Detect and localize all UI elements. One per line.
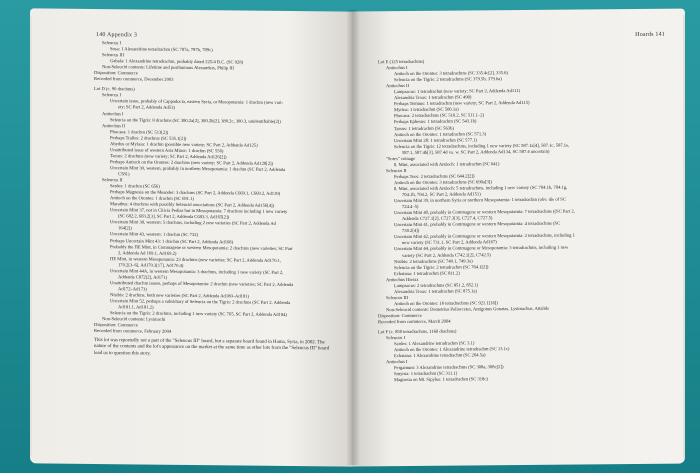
book-gutter (346, 10, 360, 465)
text-line: ß. Mint, associated with Antioch: 5 tetradrachms, including 1 new variety (SC 704.1b, 704.1g, (394, 184, 568, 192)
right-page (352, 9, 685, 467)
text-line: Uncertain Mint 41, probably in Commagene or western Mesopotamia: 4 tetradrachms (SC (394, 220, 561, 228)
text-line: Seleucus I (102, 92, 122, 98)
text-line: Alexandria Troas: 1 tetradrachm (SC 490) (394, 94, 472, 101)
text-line: Alexandria Troas: 1 tetradrachm (SC 875.1a) (394, 288, 477, 294)
text-line: Antioch on the Orontes: 1 drachm (SC 691.1) (110, 195, 194, 202)
text-line: Non-Seleucid contents: Lysimachi (102, 316, 166, 322)
text-line: (SC 682.2, 683.2[3], SC Part 2, Addenda C683.3, Ad165[2]) (118, 213, 230, 220)
right-page-text (378, 57, 654, 384)
text-line: Recorded from commerce, March 2004 (378, 318, 451, 325)
text-line: Antioch on the Orontes: 16 tetradrachms (SC 921.1[16]) (394, 300, 498, 306)
text-line: Tarsus: 2 drachms (new variety; SC Part 2, Addenda Ad126[2]) (110, 152, 227, 160)
text-line: Antiochus Hierax (386, 276, 419, 282)
text-line: Seleucus III (386, 294, 409, 300)
text-line: Uncertain Mint 44, probably in Commagene or Mesopotamia: 3 tetradrachms, including 1 new (394, 245, 569, 252)
text-line: Nisibis: 2 tetradrachms (SC 749.1, 749.3a) (394, 257, 473, 264)
text-line: Magnesia on Mt. Sipylus: 1 tetradrachm (SC 318c) (394, 376, 488, 383)
text-line: Perhaps Magnesia on the Meander: 3 drachms (SC Part 2, Addenda C669.1, C669.2, Ad139) (110, 189, 281, 197)
text-line: Seleucia on the Tigris: 8 drachms (SC 380.2a[2], 380.2b[2], 380.2c, 380.3, unidentifiable[2]) (110, 116, 281, 124)
text-line: Abydus or Mylasa: 1 drachm (possible new variety; SC Part 2, Addenda Ad125) (110, 140, 258, 148)
text-line: Non-Seleucid contents: Lifetime and posthumous Alexanders, Philip III (102, 64, 234, 71)
text-line: Antiochus I (386, 65, 408, 71)
text-line: C581) (118, 171, 130, 177)
text-line: Tarsus: 1 tetradrachm (SC 563b) (394, 125, 454, 131)
text-line: 704.1h, 704.2, SC Part 2, Addenda Ad151) (402, 191, 481, 198)
text-line: Gabala: 1 Alexandrine tetradrachm, probably dated 225/4 B.C. (SC 928) (110, 58, 244, 65)
text-line: Perhaps Antioch on the Orontes: 2 drachms (new variety; SC Part 2, Addenda Ad128[2]) (110, 159, 274, 166)
text-line: Perhaps Temnus: 1 tetradrachm (new variety; SC Part 2, Addenda Ad115) (394, 100, 530, 107)
text-line: Antiochus I (102, 110, 124, 116)
open-book (30, 10, 685, 465)
text-line: Probably the ΠΕ Mint, in Commagene or western Mesopotamia: 2 drachms (new varieties; SC Part (110, 243, 293, 251)
text-line: ety; SC Part 2, Addenda Ad53) (118, 104, 175, 111)
text-line: Phocaea: 1 drachm (SC 513[2]) (110, 128, 169, 135)
text-line: ß. Mint, associated with Antioch: 1 tetradrachm (SC 641) (394, 160, 500, 167)
text-line: Uncertain Mint 43, western: 1 drachm (SC 732) (110, 231, 199, 238)
text-line: Disposition: Commerce (94, 70, 138, 76)
text-line: Susa: 1 Alexandrine tetradrachm (SC 787a, 787b, 789c) (110, 46, 213, 53)
text-line: Sardes: 1 drachm (SC 656) (110, 183, 160, 189)
text-line: Perhaps Ephesus: 1 tetradrachm (SC 543.1b) (394, 118, 477, 125)
text-line: Antioch on the Orontes: 3 tetradrachms (SC 690a[3]) (394, 179, 492, 186)
text-line: Antiochus II (102, 122, 126, 128)
text-line: Perhaps Uncertain Mint 43: 1 drachm (SC Part 2, Addenda Ad168) (110, 237, 234, 244)
text-line: 2, Addenda Ad 169.1, Ad169.2) (118, 249, 177, 256)
text-line: 170.2[3–6], Ad170.3[17], Ad170.4) (118, 261, 184, 268)
text-line: Lot D (c. 90 drachms) (94, 86, 135, 92)
text-line: ΠΕ Mint, in western Mesopotamia: 23 drachms (new varieties; SC Part 2, Addenda Ad170.1, (110, 255, 282, 263)
text-line: Antiochus I (386, 359, 408, 365)
text-line: Antioch on the Orontes: 3 tetradrachms (SC 335.4c[2], 335.6) (394, 70, 508, 77)
text-line: Unattributed drachm issues, perhaps of Mesopotamia: 2 drachm (new varieties; SC Part 2, Addenda (110, 279, 294, 287)
text-line: Lampsacus: 1 tetradrachm (new variety; SC Part 2, Addenda Ad111) (394, 88, 520, 95)
text-line: Uncertain Mint 28: 1 tetradrachm (SC 577.1) (394, 136, 478, 143)
text-line: Unattributed issue of western Asia Minor: 1 drachm (SC 556) (110, 146, 224, 154)
text-line: Uncertain Mint 30, western, probably in northern Mesopotamia: 1 drachm (SC Part 2, Addenda (110, 165, 286, 172)
text-line: 724.4–5) (402, 203, 419, 210)
text-line: Uncertain Mint 52, perhaps a subsidiary of Seleucia on the Tigris: 2 drachms (SC Part 2, Addenda (110, 298, 291, 306)
left-running-head: 140 Appendix 3 (96, 32, 138, 39)
text-line: Uncertain issue, probably of Cappadocia, eastern Syria, or Mesopotamia: 1 drachm (new vari- (110, 98, 284, 106)
text-line: 730.2[4]) (402, 228, 420, 234)
text-line: Phocaea: 2 tetradrachms (SC 510.2, SC 511.1–2) (394, 112, 485, 119)
text-line: Nisibis: 2 drachms, both new varieties (SC Part 2, Addenda Ad180–Ad181) (110, 292, 250, 299)
text-line: Seleucus I (102, 40, 122, 46)
text-line: 587.1, 587.4b[3], 587.4d va. w. SC Part 2, Addenda Ad134, SC 587.4 uncertain) (402, 148, 550, 155)
text-line: "Sotes" coinage (386, 155, 416, 161)
text-line: Seleucus III (102, 52, 125, 58)
right-page-edge (683, 14, 685, 458)
text-line: Antiochus II (386, 83, 410, 89)
text-line: Antioch on the Orontes: 1 tetradrachm (SC 571.3) (394, 130, 487, 137)
text-line: Seleucia on the Tigris: 2 tetradrachm (SC 764.1[2]) (394, 263, 489, 270)
text-line: Antioch on the Orontes: 1 Alexandrine tetradrachm (SC 13.1c) (394, 346, 510, 353)
text-line: Seleucus I (386, 335, 406, 341)
text-line: Non-Seleucid contents: Demetrius Poliorcetes, Antigonus Gonatas, Lysimachus, Attalids (386, 305, 550, 313)
text-line: Uncertain Mint 37, not in Cilicia Pedias but in Mesopotamia: 7 drachms including 1 new variety (110, 207, 288, 215)
left-page-text (94, 40, 334, 359)
right-running-head: Hoards 141 (635, 31, 665, 38)
text-line: Ad181.1, Ad181.2) (118, 304, 154, 310)
text-line: Lampsacus: 2 tetradrachms (SC 851.2, 852.1) (394, 282, 479, 288)
text-line: Myrina: 1 tetradrachm (SC 500.1a) (394, 106, 459, 113)
text-line: Seleucus II (102, 177, 123, 183)
text-line: Uncertain Mint 39, in northern Syria or northern Mesopotamia: 1 tetradrachm (obv. die of SC (394, 196, 566, 204)
text-line: Smyrna: 1 tetradrachm (SC 311.1) (394, 370, 458, 377)
text-line: Ecbatana: 1 tetradrachm (SC 811.2) (394, 270, 460, 276)
text-line: Ecbatana: 1 Alexandrine tetradrachm (SC 204.5a) (394, 352, 486, 359)
text-line: Seleucia on the Tigris: 12 tetradrachms, including 1 new variety (SC 587.1a[4], 587.1c, 587.1e, (394, 142, 570, 149)
text-line: Addenda C872[2], Ad171) (118, 274, 168, 280)
text-line: Pergamum: 3 Alexandrine tetradrachms (SC 308a, 308c[2]) (394, 364, 504, 371)
text-line: Disposition: Commerce (378, 312, 422, 319)
text-line: Disposition: Commerce (94, 322, 138, 328)
text-line: 164[2]) (118, 225, 132, 231)
text-line: variety (SC Part 2, Addenda C742.1[2], C742.5) (402, 251, 491, 258)
text-line: Ad172–Ad173) (118, 286, 147, 292)
text-line: Uncertain Mint 40, probably in Commagene or western Mesopotamia: 7 tetradrachms ((SC Part 2, (394, 208, 575, 216)
text-line: Perhaps Tralles: 2 drachms (SC 535.1[2]) (110, 134, 187, 141)
text-line: Seleucia on the Tigris: 2 tetradrachms (SC 379.5b, 379.6a) (394, 76, 502, 83)
text-line: Seleucia on the Tigris: 2 drachms, including 1 new variety (SC 765, SC Part 2, Addenda Ad184) (110, 310, 287, 318)
left-page-edge (30, 16, 32, 456)
text-line: Recorded from commerce, December 2003 (94, 76, 174, 83)
text-line: Seleucus II (386, 167, 407, 174)
text-line: Marathus: 4 drachms with possibly Seleucid associations (SC Part 2, Addenda Ad156[4]) (110, 201, 275, 209)
text-line: Uncertain Mint 42, probably in Commagene or western Mesopotamia: 2 tetradrachms, including 1 (394, 232, 575, 240)
text-line: Uncertain Mint 44A, in western Mesopotamia: 3 drachms, including 1 new variety (SC Part 2, (110, 267, 284, 275)
text-line: Lot E (125 tetradrachms) (378, 58, 425, 65)
text-line: new variety (SC 731.1, SC Part 2, Addenda Ad167) (402, 239, 497, 246)
text-line: Addenda C727.1[2], C727.3[3], C727.4, C727.5) (402, 215, 493, 222)
left-page (30, 8, 352, 466)
text-line: Recorded from commerce, February 2004 (94, 328, 172, 334)
footnote-paragraph: This lot was reportedly not a part of the "Seleucus III" hoard, but a separate hoard found in Hama, Syria, in 2002. The nature of the contents and the lot's appearance on the market at the same time as other lots from the "Seleucus III" hoard lead us to question this story. (94, 338, 330, 357)
text-line: Sardes: 1 Alexandrine tetradrachm (SC 3.1) (394, 340, 475, 347)
text-line: Lot F (c. 850 tetradrachms, 1160 drachms) (378, 328, 457, 335)
text-line: Perhaps Teos: 2 tetradrachms (SC 644.2[2]) (394, 173, 475, 179)
text-line: Uncertain Mint 38, western: 5 drachms, including 2 new varieties (SC Part 2, Addenda Ad (110, 219, 276, 227)
